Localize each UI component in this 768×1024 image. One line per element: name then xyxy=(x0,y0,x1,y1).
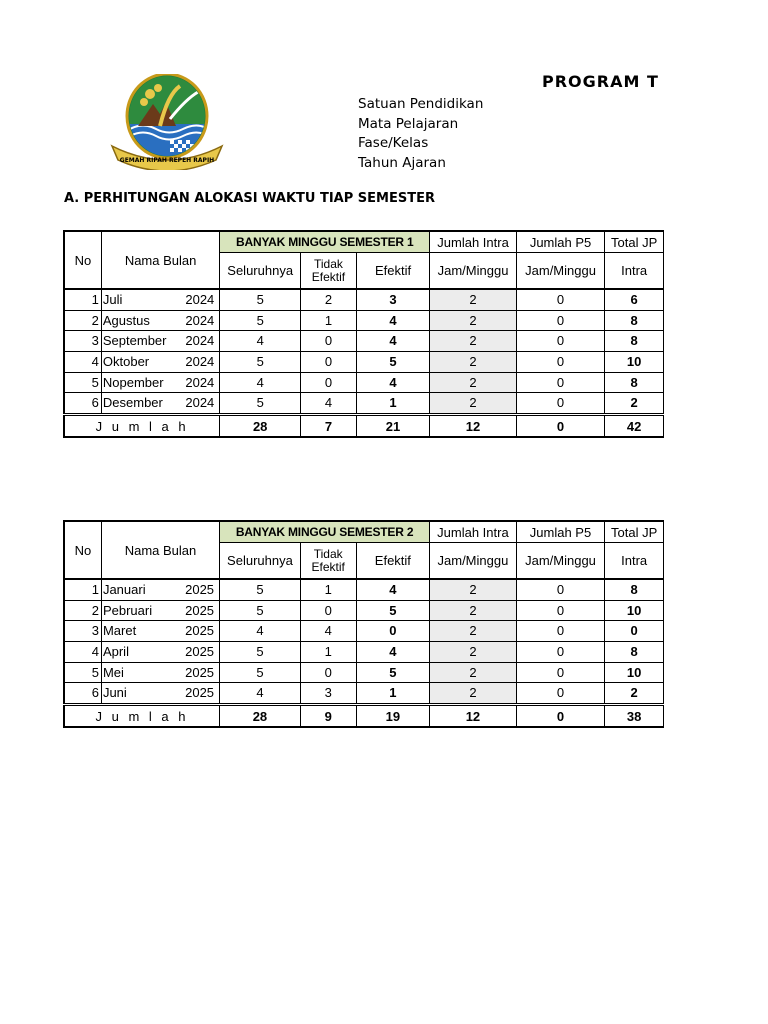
weeks-total: 4 xyxy=(220,683,301,705)
month-name: Juni xyxy=(101,683,179,705)
total-efektif: 19 xyxy=(356,705,430,728)
intra-hours-per-week: 2 xyxy=(430,310,517,331)
month-name: Agustus xyxy=(101,310,180,331)
page-title: PROGRAM T xyxy=(542,72,659,91)
total-jp-intra: 2 xyxy=(605,683,664,705)
row-no: 6 xyxy=(64,393,101,415)
info-label-fase-kelas: Fase/Kelas xyxy=(358,135,429,151)
weeks-non-effective: 4 xyxy=(301,393,357,415)
header-intra-jam-minggu: Jam/Minggu xyxy=(430,253,517,290)
table-row xyxy=(64,331,664,352)
total-jp: 42 xyxy=(605,415,664,438)
table-row xyxy=(64,621,664,642)
total-tidak-efektif: 9 xyxy=(300,705,356,728)
total-p5: 0 xyxy=(516,415,604,438)
row-no: 4 xyxy=(64,642,101,663)
table-row xyxy=(64,579,664,600)
p5-hours-per-week: 0 xyxy=(516,600,605,621)
semester-1-table xyxy=(63,230,664,438)
month-year: 2024 xyxy=(180,331,220,352)
weeks-effective: 0 xyxy=(356,621,430,642)
header-p5-jam-minggu: Jam/Minggu xyxy=(516,543,605,580)
month-year: 2024 xyxy=(180,352,220,373)
p5-hours-per-week: 0 xyxy=(516,579,605,600)
month-name: Nopember xyxy=(101,372,180,393)
table-row xyxy=(64,683,664,705)
row-no: 6 xyxy=(64,683,101,705)
month-year: 2025 xyxy=(180,600,220,621)
info-label-satuan-pendidikan: Satuan Pendidikan xyxy=(358,96,484,112)
month-year: 2025 xyxy=(180,642,220,663)
month-name: Desember xyxy=(101,393,180,415)
weeks-effective: 4 xyxy=(356,331,429,352)
table-row xyxy=(64,352,664,373)
weeks-non-effective: 1 xyxy=(301,310,357,331)
month-year: 2025 xyxy=(180,662,220,683)
weeks-non-effective: 4 xyxy=(300,621,356,642)
p5-hours-per-week: 0 xyxy=(516,393,604,415)
intra-hours-per-week: 2 xyxy=(430,579,517,600)
p5-hours-per-week: 0 xyxy=(516,372,604,393)
weeks-non-effective: 0 xyxy=(301,372,357,393)
row-no: 2 xyxy=(64,310,101,331)
weeks-effective: 4 xyxy=(356,310,429,331)
weeks-non-effective: 1 xyxy=(300,579,356,600)
table-row xyxy=(64,642,664,663)
intra-hours-per-week: 2 xyxy=(430,372,517,393)
total-jp-intra: 10 xyxy=(605,352,664,373)
weeks-non-effective: 0 xyxy=(301,352,357,373)
p5-hours-per-week: 0 xyxy=(516,621,605,642)
weeks-effective: 5 xyxy=(356,662,430,683)
header-tidak-efektif: Tidak Efektif xyxy=(300,543,356,580)
total-jp-intra: 0 xyxy=(605,621,664,642)
weeks-total: 4 xyxy=(220,621,301,642)
total-label: J u m l a h xyxy=(64,705,220,728)
p5-hours-per-week: 0 xyxy=(516,289,604,310)
province-emblem-logo xyxy=(108,74,226,170)
month-name: April xyxy=(101,642,179,663)
row-no: 3 xyxy=(64,621,101,642)
intra-hours-per-week: 2 xyxy=(430,289,517,310)
total-jp-intra: 8 xyxy=(605,310,664,331)
intra-hours-per-week: 2 xyxy=(430,662,517,683)
header-banyak-minggu: BANYAK MINGGU SEMESTER 1 xyxy=(220,231,430,253)
month-name: Juli xyxy=(101,289,180,310)
weeks-total: 5 xyxy=(220,310,301,331)
p5-hours-per-week: 0 xyxy=(516,662,605,683)
header-jumlah-p5: Jumlah P5 xyxy=(516,521,605,543)
row-no: 5 xyxy=(64,372,101,393)
month-year: 2025 xyxy=(180,579,220,600)
month-name: Maret xyxy=(101,621,179,642)
header-jumlah-intra: Jumlah Intra xyxy=(430,231,517,253)
total-jp-intra: 8 xyxy=(605,372,664,393)
header-total-jp: Total JP xyxy=(605,231,664,253)
month-name: September xyxy=(101,331,180,352)
weeks-non-effective: 0 xyxy=(300,600,356,621)
header-nama-bulan: Nama Bulan xyxy=(101,231,219,289)
total-label: J u m l a h xyxy=(64,415,220,438)
intra-hours-per-week: 2 xyxy=(430,642,517,663)
total-seluruhnya: 28 xyxy=(220,705,301,728)
header-seluruhnya: Seluruhnya xyxy=(220,543,301,580)
svg-text:GEMAH RIPAH REPEH RAPIH: GEMAH RIPAH REPEH RAPIH xyxy=(119,157,215,164)
intra-hours-per-week: 2 xyxy=(430,331,517,352)
info-label-tahun-ajaran: Tahun Ajaran xyxy=(358,154,446,171)
month-year: 2024 xyxy=(180,289,220,310)
weeks-non-effective: 3 xyxy=(300,683,356,705)
weeks-total: 5 xyxy=(220,579,301,600)
p5-hours-per-week: 0 xyxy=(516,642,605,663)
info-label-mata-pelajaran: Mata Pelajaran xyxy=(358,115,459,132)
row-no: 1 xyxy=(64,289,101,310)
header-total-intra: Intra xyxy=(605,253,664,290)
weeks-total: 5 xyxy=(220,642,301,663)
row-no: 2 xyxy=(64,600,101,621)
total-intra: 12 xyxy=(430,415,517,438)
intra-hours-per-week: 2 xyxy=(430,683,517,705)
month-name: Oktober xyxy=(101,352,180,373)
total-jp-intra: 8 xyxy=(605,642,664,663)
total-row xyxy=(64,415,664,438)
month-name: Januari xyxy=(101,579,179,600)
table-row xyxy=(64,372,664,393)
table-row xyxy=(64,289,664,310)
document-info-labels xyxy=(358,95,483,173)
weeks-total: 5 xyxy=(220,600,301,621)
intra-hours-per-week: 2 xyxy=(430,621,517,642)
total-p5: 0 xyxy=(516,705,605,728)
row-no: 1 xyxy=(64,579,101,600)
weeks-total: 5 xyxy=(220,352,301,373)
header-seluruhnya: Seluruhnya xyxy=(220,253,301,290)
weeks-non-effective: 2 xyxy=(301,289,357,310)
header-banyak-minggu: BANYAK MINGGU SEMESTER 2 xyxy=(220,521,430,543)
total-jp-intra: 8 xyxy=(605,579,664,600)
table-row xyxy=(64,600,664,621)
weeks-total: 5 xyxy=(220,289,301,310)
total-tidak-efektif: 7 xyxy=(301,415,357,438)
weeks-effective: 5 xyxy=(356,352,429,373)
weeks-effective: 1 xyxy=(356,683,430,705)
weeks-effective: 4 xyxy=(356,642,430,663)
header-nama-bulan: Nama Bulan xyxy=(101,521,219,579)
total-jp-intra: 8 xyxy=(605,331,664,352)
month-name: Pebruari xyxy=(101,600,179,621)
total-row xyxy=(64,705,664,728)
header-total-intra: Intra xyxy=(605,543,664,580)
month-year: 2024 xyxy=(180,393,220,415)
header-no: No xyxy=(64,521,101,579)
weeks-total: 5 xyxy=(220,393,301,415)
total-seluruhnya: 28 xyxy=(220,415,301,438)
weeks-effective: 1 xyxy=(356,393,429,415)
month-name: Mei xyxy=(101,662,179,683)
month-year: 2024 xyxy=(180,310,220,331)
month-year: 2024 xyxy=(180,372,220,393)
weeks-total: 4 xyxy=(220,372,301,393)
row-no: 3 xyxy=(64,331,101,352)
row-no: 4 xyxy=(64,352,101,373)
weeks-non-effective: 0 xyxy=(300,662,356,683)
month-year: 2025 xyxy=(180,621,220,642)
month-year: 2025 xyxy=(180,683,220,705)
weeks-total: 5 xyxy=(220,662,301,683)
header-efektif: Efektif xyxy=(356,253,429,290)
total-jp-intra: 6 xyxy=(605,289,664,310)
p5-hours-per-week: 0 xyxy=(516,352,604,373)
total-jp-intra: 10 xyxy=(605,662,664,683)
p5-hours-per-week: 0 xyxy=(516,683,605,705)
weeks-effective: 4 xyxy=(356,579,430,600)
weeks-effective: 4 xyxy=(356,372,429,393)
header-intra-jam-minggu: Jam/Minggu xyxy=(430,543,517,580)
table-row xyxy=(64,393,664,415)
p5-hours-per-week: 0 xyxy=(516,331,604,352)
total-jp: 38 xyxy=(605,705,664,728)
intra-hours-per-week: 2 xyxy=(430,393,517,415)
semester-2-table xyxy=(63,520,664,728)
header-p5-jam-minggu: Jam/Minggu xyxy=(516,253,604,290)
header-jumlah-p5: Jumlah P5 xyxy=(516,231,604,253)
header-tidak-efektif: Tidak Efektif xyxy=(301,253,357,290)
total-efektif: 21 xyxy=(356,415,429,438)
header-efektif: Efektif xyxy=(356,543,430,580)
table-row xyxy=(64,662,664,683)
header-no: No xyxy=(64,231,101,289)
total-jp-intra: 2 xyxy=(605,393,664,415)
total-jp-intra: 10 xyxy=(605,600,664,621)
weeks-non-effective: 0 xyxy=(301,331,357,352)
row-no: 5 xyxy=(64,662,101,683)
intra-hours-per-week: 2 xyxy=(430,600,517,621)
weeks-total: 4 xyxy=(220,331,301,352)
section-a-heading: A. PERHITUNGAN ALOKASI WAKTU TIAP SEMESTER xyxy=(64,191,435,206)
header-jumlah-intra: Jumlah Intra xyxy=(430,521,517,543)
table-row xyxy=(64,310,664,331)
intra-hours-per-week: 2 xyxy=(430,352,517,373)
header-total-jp: Total JP xyxy=(605,521,664,543)
weeks-non-effective: 1 xyxy=(300,642,356,663)
weeks-effective: 3 xyxy=(356,289,429,310)
total-intra: 12 xyxy=(430,705,517,728)
p5-hours-per-week: 0 xyxy=(516,310,604,331)
weeks-effective: 5 xyxy=(356,600,430,621)
